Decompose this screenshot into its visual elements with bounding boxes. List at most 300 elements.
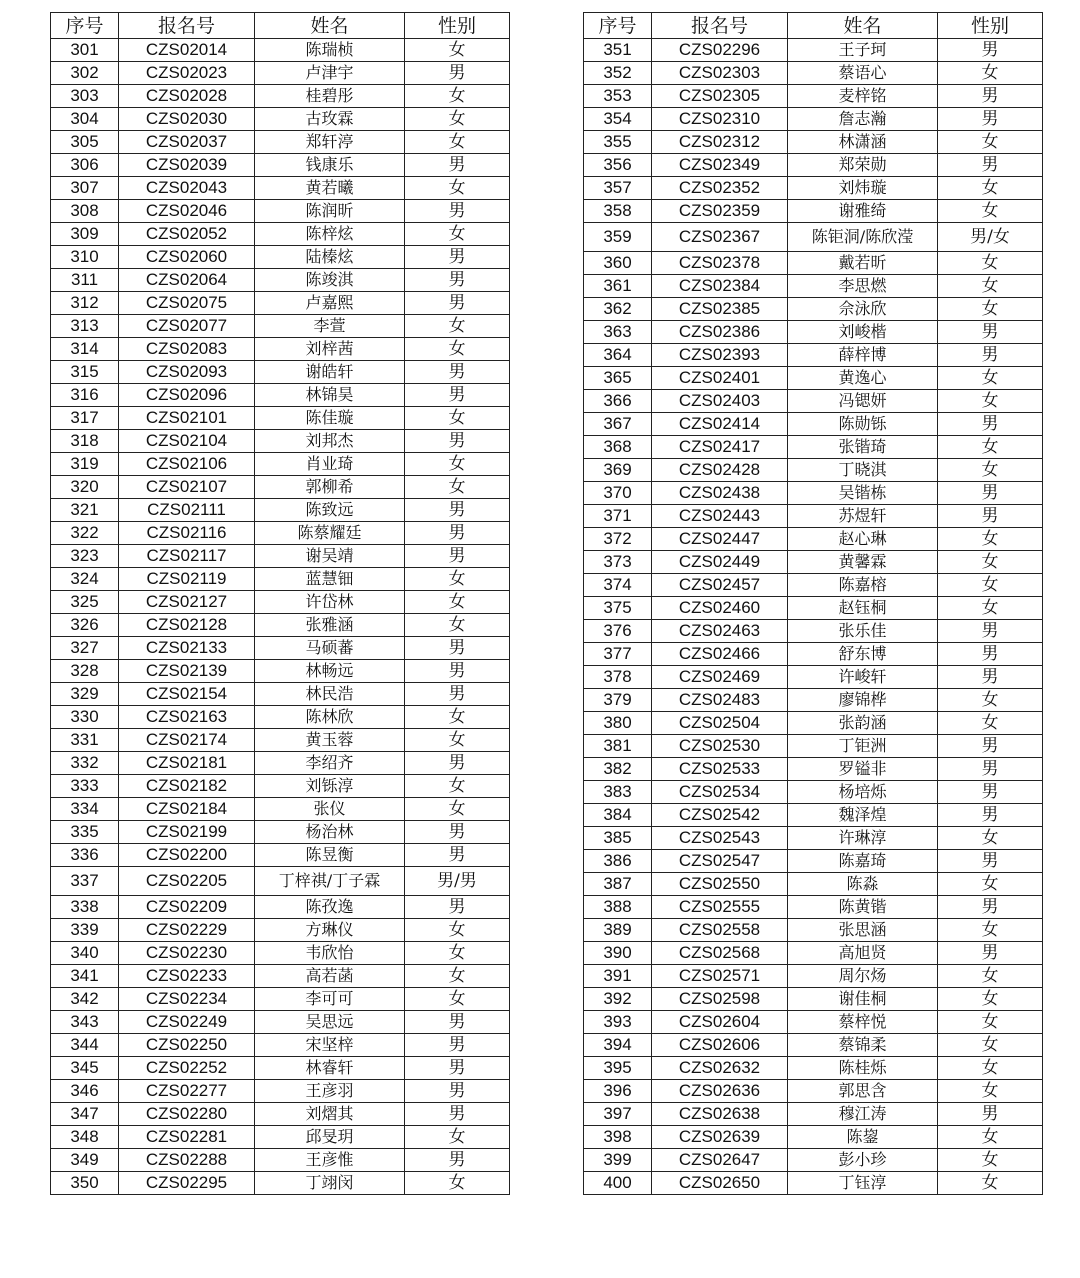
registration-number-cell: CZS02093 bbox=[119, 361, 255, 384]
name-cell: 舒东博 bbox=[788, 643, 938, 666]
serial-number-cell: 340 bbox=[51, 942, 119, 965]
serial-number-cell: 338 bbox=[51, 896, 119, 919]
serial-number-cell: 363 bbox=[584, 321, 652, 344]
serial-number-cell: 383 bbox=[584, 781, 652, 804]
name-cell: 穆江涛 bbox=[788, 1103, 938, 1126]
left-roster-sheet bbox=[50, 12, 510, 1195]
registration-number-cell: CZS02200 bbox=[119, 844, 255, 867]
serial-number-cell: 326 bbox=[51, 614, 119, 637]
gender-cell: 女 bbox=[938, 873, 1043, 896]
serial-number-cell: 305 bbox=[51, 131, 119, 154]
table-row bbox=[584, 223, 1043, 252]
registration-number-cell: CZS02037 bbox=[119, 131, 255, 154]
name-cell: 卢津宇 bbox=[255, 62, 405, 85]
serial-number-cell: 400 bbox=[584, 1172, 652, 1195]
serial-number-cell: 310 bbox=[51, 246, 119, 269]
name-cell: 苏煜轩 bbox=[788, 505, 938, 528]
serial-number-cell: 371 bbox=[584, 505, 652, 528]
serial-number-cell: 353 bbox=[584, 85, 652, 108]
registration-number-cell: CZS02111 bbox=[119, 499, 255, 522]
gender-cell: 男 bbox=[405, 200, 510, 223]
registration-number-cell: CZS02550 bbox=[652, 873, 788, 896]
name-cell: 陈淼 bbox=[788, 873, 938, 896]
name-cell: 丁翊闵 bbox=[255, 1172, 405, 1195]
registration-number-cell: CZS02182 bbox=[119, 775, 255, 798]
serial-number-cell: 319 bbox=[51, 453, 119, 476]
gender-cell: 女 bbox=[405, 108, 510, 131]
serial-number-cell: 346 bbox=[51, 1080, 119, 1103]
registration-number-cell: CZS02530 bbox=[652, 735, 788, 758]
gender-cell: 男 bbox=[405, 62, 510, 85]
name-cell: 林潇涵 bbox=[788, 131, 938, 154]
serial-number-cell: 308 bbox=[51, 200, 119, 223]
name-cell: 陈林欣 bbox=[255, 706, 405, 729]
gender-cell: 女 bbox=[405, 568, 510, 591]
registration-number-cell: CZS02233 bbox=[119, 965, 255, 988]
table-row bbox=[51, 361, 510, 384]
name-cell: 魏泽煌 bbox=[788, 804, 938, 827]
gender-cell: 男 bbox=[938, 154, 1043, 177]
name-cell: 林畅远 bbox=[255, 660, 405, 683]
gender-cell: 女 bbox=[938, 1126, 1043, 1149]
table-row bbox=[51, 988, 510, 1011]
table-row bbox=[51, 407, 510, 430]
registration-number-cell: CZS02647 bbox=[652, 1149, 788, 1172]
table-row bbox=[51, 499, 510, 522]
registration-number-cell: CZS02181 bbox=[119, 752, 255, 775]
name-cell: 王彦惟 bbox=[255, 1149, 405, 1172]
registration-number-cell: CZS02096 bbox=[119, 384, 255, 407]
serial-number-cell: 316 bbox=[51, 384, 119, 407]
serial-number-cell: 327 bbox=[51, 637, 119, 660]
registration-number-cell: CZS02281 bbox=[119, 1126, 255, 1149]
name-cell: 许琳淳 bbox=[788, 827, 938, 850]
header-row bbox=[584, 13, 1043, 39]
registration-number-cell: CZS02447 bbox=[652, 528, 788, 551]
registration-number-cell: CZS02296 bbox=[652, 39, 788, 62]
registration-number-cell: CZS02077 bbox=[119, 315, 255, 338]
gender-cell: 女 bbox=[405, 407, 510, 430]
table-row bbox=[584, 850, 1043, 873]
name-cell: 刘炜璇 bbox=[788, 177, 938, 200]
serial-number-cell: 355 bbox=[584, 131, 652, 154]
table-row bbox=[584, 436, 1043, 459]
gender-cell: 男 bbox=[938, 896, 1043, 919]
registration-number-cell: CZS02139 bbox=[119, 660, 255, 683]
serial-number-cell: 332 bbox=[51, 752, 119, 775]
gender-cell: 女 bbox=[405, 942, 510, 965]
name-cell: 张思涵 bbox=[788, 919, 938, 942]
gender-cell: 女 bbox=[405, 177, 510, 200]
table-row bbox=[51, 1172, 510, 1195]
gender-cell: 女 bbox=[405, 131, 510, 154]
serial-number-cell: 309 bbox=[51, 223, 119, 246]
gender-cell: 女 bbox=[405, 338, 510, 361]
serial-number-cell: 314 bbox=[51, 338, 119, 361]
header-serial-number: 序号 bbox=[51, 13, 119, 39]
gender-cell: 女 bbox=[938, 390, 1043, 413]
registration-number-cell: CZS02639 bbox=[652, 1126, 788, 1149]
table-row bbox=[584, 666, 1043, 689]
registration-number-cell: CZS02403 bbox=[652, 390, 788, 413]
name-cell: 许岱林 bbox=[255, 591, 405, 614]
gender-cell: 女 bbox=[405, 614, 510, 637]
name-cell: 张雅涵 bbox=[255, 614, 405, 637]
serial-number-cell: 382 bbox=[584, 758, 652, 781]
gender-cell: 男 bbox=[405, 660, 510, 683]
gender-cell: 男 bbox=[405, 384, 510, 407]
name-cell: 彭小珍 bbox=[788, 1149, 938, 1172]
name-cell: 冯锶妍 bbox=[788, 390, 938, 413]
table-row bbox=[584, 390, 1043, 413]
name-cell: 廖锦桦 bbox=[788, 689, 938, 712]
serial-number-cell: 324 bbox=[51, 568, 119, 591]
gender-cell: 男 bbox=[938, 735, 1043, 758]
table-row bbox=[584, 505, 1043, 528]
name-cell: 陈佳璇 bbox=[255, 407, 405, 430]
table-row bbox=[584, 827, 1043, 850]
serial-number-cell: 334 bbox=[51, 798, 119, 821]
table-row bbox=[584, 413, 1043, 436]
registration-number-cell: CZS02414 bbox=[652, 413, 788, 436]
gender-cell: 女 bbox=[405, 476, 510, 499]
registration-number-cell: CZS02571 bbox=[652, 965, 788, 988]
name-cell: 邱旻玥 bbox=[255, 1126, 405, 1149]
table-row bbox=[51, 545, 510, 568]
gender-cell: 男 bbox=[405, 752, 510, 775]
table-row bbox=[584, 781, 1043, 804]
registration-number-cell: CZS02386 bbox=[652, 321, 788, 344]
name-cell: 许峻轩 bbox=[788, 666, 938, 689]
serial-number-cell: 374 bbox=[584, 574, 652, 597]
registration-number-cell: CZS02295 bbox=[119, 1172, 255, 1195]
serial-number-cell: 395 bbox=[584, 1057, 652, 1080]
registration-number-cell: CZS02638 bbox=[652, 1103, 788, 1126]
serial-number-cell: 335 bbox=[51, 821, 119, 844]
name-cell: 陈梓炫 bbox=[255, 223, 405, 246]
header-registration-number: 报名号 bbox=[652, 13, 788, 39]
serial-number-cell: 385 bbox=[584, 827, 652, 850]
registration-number-cell: CZS02428 bbox=[652, 459, 788, 482]
name-cell: 陆榛炫 bbox=[255, 246, 405, 269]
gender-cell: 男 bbox=[938, 39, 1043, 62]
name-cell: 戴若昕 bbox=[788, 252, 938, 275]
name-cell: 王子珂 bbox=[788, 39, 938, 62]
name-cell: 杨培烁 bbox=[788, 781, 938, 804]
table-row bbox=[51, 568, 510, 591]
gender-cell: 女 bbox=[938, 131, 1043, 154]
serial-number-cell: 356 bbox=[584, 154, 652, 177]
name-cell: 陈勋铄 bbox=[788, 413, 938, 436]
name-cell: 丁晓淇 bbox=[788, 459, 938, 482]
serial-number-cell: 370 bbox=[584, 482, 652, 505]
name-cell: 李思燃 bbox=[788, 275, 938, 298]
serial-number-cell: 351 bbox=[584, 39, 652, 62]
name-cell: 陈黄锴 bbox=[788, 896, 938, 919]
name-cell: 宋坚梓 bbox=[255, 1034, 405, 1057]
name-cell: 刘梓茜 bbox=[255, 338, 405, 361]
registration-number-cell: CZS02349 bbox=[652, 154, 788, 177]
table-row bbox=[51, 269, 510, 292]
gender-cell: 女 bbox=[405, 315, 510, 338]
table-row bbox=[584, 482, 1043, 505]
table-row bbox=[584, 735, 1043, 758]
serial-number-cell: 394 bbox=[584, 1034, 652, 1057]
serial-number-cell: 375 bbox=[584, 597, 652, 620]
name-cell: 桂碧彤 bbox=[255, 85, 405, 108]
gender-cell: 女 bbox=[405, 706, 510, 729]
table-row bbox=[51, 821, 510, 844]
registration-number-cell: CZS02568 bbox=[652, 942, 788, 965]
gender-cell: 男 bbox=[938, 505, 1043, 528]
gender-cell: 男 bbox=[938, 758, 1043, 781]
table-row bbox=[584, 1103, 1043, 1126]
table-row bbox=[584, 919, 1043, 942]
name-cell: 韦欣怡 bbox=[255, 942, 405, 965]
header-gender: 性别 bbox=[938, 13, 1043, 39]
table-row bbox=[584, 154, 1043, 177]
gender-cell: 女 bbox=[938, 367, 1043, 390]
serial-number-cell: 372 bbox=[584, 528, 652, 551]
name-cell: 赵钰桐 bbox=[788, 597, 938, 620]
gender-cell: 女 bbox=[938, 919, 1043, 942]
registration-number-cell: CZS02438 bbox=[652, 482, 788, 505]
serial-number-cell: 388 bbox=[584, 896, 652, 919]
registration-number-cell: CZS02104 bbox=[119, 430, 255, 453]
gender-cell: 男 bbox=[405, 522, 510, 545]
left-roster-body bbox=[51, 39, 510, 1195]
serial-number-cell: 323 bbox=[51, 545, 119, 568]
registration-number-cell: CZS02250 bbox=[119, 1034, 255, 1057]
gender-cell: 女 bbox=[938, 528, 1043, 551]
gender-cell: 女 bbox=[938, 177, 1043, 200]
gender-cell: 男 bbox=[405, 292, 510, 315]
registration-number-cell: CZS02128 bbox=[119, 614, 255, 637]
gender-cell: 男 bbox=[938, 413, 1043, 436]
header-registration-number: 报名号 bbox=[119, 13, 255, 39]
gender-cell: 女 bbox=[405, 39, 510, 62]
registration-number-cell: CZS02106 bbox=[119, 453, 255, 476]
registration-number-cell: CZS02463 bbox=[652, 620, 788, 643]
table-row bbox=[584, 528, 1043, 551]
name-cell: 陈嘉琦 bbox=[788, 850, 938, 873]
name-cell: 郭柳希 bbox=[255, 476, 405, 499]
registration-number-cell: CZS02154 bbox=[119, 683, 255, 706]
table-row bbox=[51, 223, 510, 246]
registration-number-cell: CZS02393 bbox=[652, 344, 788, 367]
table-row bbox=[584, 620, 1043, 643]
gender-cell: 男 bbox=[405, 1011, 510, 1034]
name-cell: 刘峻楷 bbox=[788, 321, 938, 344]
table-row bbox=[51, 896, 510, 919]
serial-number-cell: 364 bbox=[584, 344, 652, 367]
serial-number-cell: 313 bbox=[51, 315, 119, 338]
name-cell: 郑荣勋 bbox=[788, 154, 938, 177]
serial-number-cell: 376 bbox=[584, 620, 652, 643]
table-row bbox=[584, 321, 1043, 344]
registration-number-cell: CZS02542 bbox=[652, 804, 788, 827]
serial-number-cell: 362 bbox=[584, 298, 652, 321]
gender-cell: 男 bbox=[938, 108, 1043, 131]
gender-cell: 女 bbox=[938, 200, 1043, 223]
table-row bbox=[51, 867, 510, 896]
table-row bbox=[584, 1126, 1043, 1149]
registration-number-cell: CZS02060 bbox=[119, 246, 255, 269]
name-cell: 黄逸心 bbox=[788, 367, 938, 390]
name-cell: 陈孜逸 bbox=[255, 896, 405, 919]
serial-number-cell: 379 bbox=[584, 689, 652, 712]
table-row bbox=[584, 758, 1043, 781]
name-cell: 张仪 bbox=[255, 798, 405, 821]
gender-cell: 女 bbox=[405, 775, 510, 798]
name-cell: 麦梓铭 bbox=[788, 85, 938, 108]
gender-cell: 男 bbox=[405, 844, 510, 867]
table-row bbox=[51, 154, 510, 177]
gender-cell: 女 bbox=[938, 252, 1043, 275]
serial-number-cell: 330 bbox=[51, 706, 119, 729]
table-row bbox=[51, 1057, 510, 1080]
gender-cell: 男 bbox=[405, 361, 510, 384]
header-name: 姓名 bbox=[788, 13, 938, 39]
registration-number-cell: CZS02039 bbox=[119, 154, 255, 177]
gender-cell: 男 bbox=[405, 246, 510, 269]
serial-number-cell: 377 bbox=[584, 643, 652, 666]
table-row bbox=[584, 85, 1043, 108]
registration-number-cell: CZS02443 bbox=[652, 505, 788, 528]
serial-number-cell: 387 bbox=[584, 873, 652, 896]
registration-number-cell: CZS02367 bbox=[652, 223, 788, 252]
registration-number-cell: CZS02117 bbox=[119, 545, 255, 568]
serial-number-cell: 307 bbox=[51, 177, 119, 200]
table-row bbox=[51, 200, 510, 223]
table-row bbox=[584, 643, 1043, 666]
serial-number-cell: 352 bbox=[584, 62, 652, 85]
table-row bbox=[584, 689, 1043, 712]
gender-cell: 女 bbox=[938, 827, 1043, 850]
gender-cell: 女 bbox=[938, 298, 1043, 321]
table-row bbox=[51, 62, 510, 85]
table-row bbox=[51, 315, 510, 338]
name-cell: 丁梓祺/丁子霖 bbox=[255, 867, 405, 896]
table-row bbox=[584, 131, 1043, 154]
registration-number-cell: CZS02163 bbox=[119, 706, 255, 729]
registration-number-cell: CZS02277 bbox=[119, 1080, 255, 1103]
name-cell: 肖业琦 bbox=[255, 453, 405, 476]
name-cell: 林锦昊 bbox=[255, 384, 405, 407]
gender-cell: 女 bbox=[938, 275, 1043, 298]
header-gender: 性别 bbox=[405, 13, 510, 39]
table-row bbox=[584, 177, 1043, 200]
name-cell: 黄玉蓉 bbox=[255, 729, 405, 752]
serial-number-cell: 347 bbox=[51, 1103, 119, 1126]
name-cell: 蔡语心 bbox=[788, 62, 938, 85]
table-row bbox=[584, 39, 1043, 62]
registration-number-cell: CZS02305 bbox=[652, 85, 788, 108]
registration-number-cell: CZS02249 bbox=[119, 1011, 255, 1034]
table-row bbox=[51, 1126, 510, 1149]
serial-number-cell: 343 bbox=[51, 1011, 119, 1034]
gender-cell: 女 bbox=[405, 1172, 510, 1195]
registration-number-cell: CZS02606 bbox=[652, 1034, 788, 1057]
registration-number-cell: CZS02352 bbox=[652, 177, 788, 200]
name-cell: 张乐佳 bbox=[788, 620, 938, 643]
name-cell: 高若菡 bbox=[255, 965, 405, 988]
registration-number-cell: CZS02385 bbox=[652, 298, 788, 321]
gender-cell: 女 bbox=[938, 712, 1043, 735]
name-cell: 陈昱衡 bbox=[255, 844, 405, 867]
registration-number-cell: CZS02534 bbox=[652, 781, 788, 804]
serial-number-cell: 390 bbox=[584, 942, 652, 965]
gender-cell: 女 bbox=[938, 459, 1043, 482]
gender-cell: 男 bbox=[405, 1057, 510, 1080]
table-row bbox=[584, 1172, 1043, 1195]
name-cell: 黄馨霖 bbox=[788, 551, 938, 574]
gender-cell: 女 bbox=[938, 597, 1043, 620]
gender-cell: 女 bbox=[405, 988, 510, 1011]
gender-cell: 男 bbox=[405, 1034, 510, 1057]
gender-cell: 女 bbox=[938, 1172, 1043, 1195]
table-row bbox=[584, 344, 1043, 367]
gender-cell: 男 bbox=[405, 1149, 510, 1172]
serial-number-cell: 333 bbox=[51, 775, 119, 798]
header-serial-number: 序号 bbox=[584, 13, 652, 39]
name-cell: 张韵涵 bbox=[788, 712, 938, 735]
registration-number-cell: CZS02401 bbox=[652, 367, 788, 390]
table-row bbox=[51, 844, 510, 867]
registration-number-cell: CZS02043 bbox=[119, 177, 255, 200]
name-cell: 杨治林 bbox=[255, 821, 405, 844]
name-cell: 佘泳欣 bbox=[788, 298, 938, 321]
name-cell: 陈鋆 bbox=[788, 1126, 938, 1149]
table-row bbox=[51, 131, 510, 154]
left-roster-table bbox=[50, 12, 510, 1195]
table-row bbox=[51, 453, 510, 476]
name-cell: 陈致远 bbox=[255, 499, 405, 522]
table-row bbox=[51, 798, 510, 821]
name-cell: 丁钰淳 bbox=[788, 1172, 938, 1195]
serial-number-cell: 339 bbox=[51, 919, 119, 942]
header-row bbox=[51, 13, 510, 39]
gender-cell: 女 bbox=[405, 85, 510, 108]
serial-number-cell: 336 bbox=[51, 844, 119, 867]
registration-number-cell: CZS02504 bbox=[652, 712, 788, 735]
table-row bbox=[51, 1080, 510, 1103]
table-row bbox=[584, 252, 1043, 275]
gender-cell: 男 bbox=[938, 1103, 1043, 1126]
table-row bbox=[584, 1034, 1043, 1057]
registration-number-cell: CZS02555 bbox=[652, 896, 788, 919]
registration-number-cell: CZS02101 bbox=[119, 407, 255, 430]
gender-cell: 男 bbox=[938, 666, 1043, 689]
table-row bbox=[51, 177, 510, 200]
serial-number-cell: 373 bbox=[584, 551, 652, 574]
table-row bbox=[584, 1080, 1043, 1103]
serial-number-cell: 304 bbox=[51, 108, 119, 131]
name-cell: 刘熠其 bbox=[255, 1103, 405, 1126]
registration-number-cell: CZS02230 bbox=[119, 942, 255, 965]
serial-number-cell: 365 bbox=[584, 367, 652, 390]
gender-cell: 男 bbox=[405, 637, 510, 660]
gender-cell: 男 bbox=[938, 781, 1043, 804]
registration-number-cell: CZS02209 bbox=[119, 896, 255, 919]
right-roster-sheet bbox=[583, 12, 1043, 1195]
name-cell: 薛梓博 bbox=[788, 344, 938, 367]
registration-number-cell: CZS02075 bbox=[119, 292, 255, 315]
gender-cell: 女 bbox=[405, 453, 510, 476]
gender-cell: 男 bbox=[938, 321, 1043, 344]
table-row bbox=[584, 942, 1043, 965]
table-row bbox=[584, 574, 1043, 597]
